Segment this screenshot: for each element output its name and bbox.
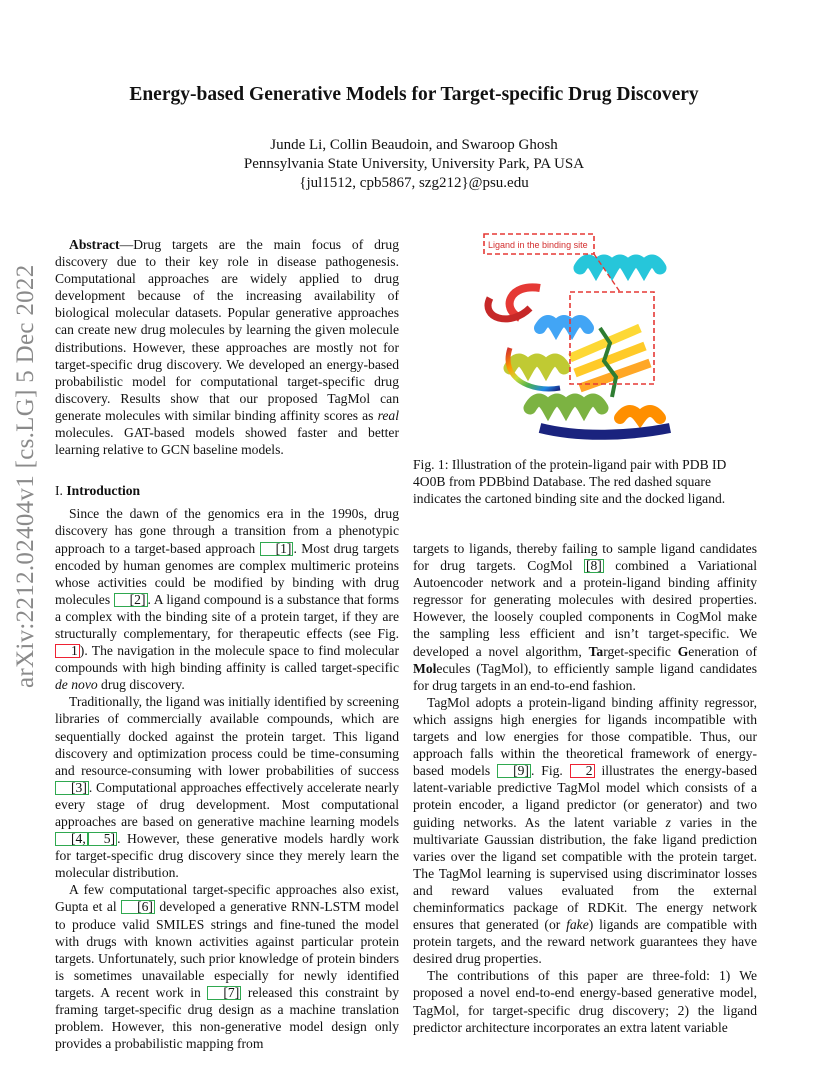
figure-label: Ligand in the binding site bbox=[488, 240, 588, 250]
right-paragraph-3: The contributions of this paper are three-fold: 1) We proposed a novel end-to-end energy-based generative model, TagMol, for target-specific drug discovery; 2) the ligand predictor architecture incorporates an extra latent variable bbox=[413, 968, 757, 1035]
abstract-label: Abstract bbox=[69, 237, 120, 252]
paper-title: Energy-based Generative Models for Target-specific Drug Discovery bbox=[129, 84, 699, 105]
protein-structure-image bbox=[470, 228, 700, 448]
figure-link[interactable]: 1 bbox=[55, 644, 80, 658]
citation-link[interactable]: [2] bbox=[114, 593, 148, 607]
citation-link[interactable]: 5] bbox=[88, 832, 117, 846]
author-names: Junde Li, Collin Beaudoin, and Swaroop Ghosh bbox=[270, 137, 558, 153]
author-emails: {jul1512, cpb5867, szg212}@psu.edu bbox=[299, 175, 529, 191]
author-block bbox=[0, 136, 828, 193]
citation-link[interactable]: [6] bbox=[121, 900, 155, 914]
abstract bbox=[55, 236, 399, 458]
citation-link[interactable]: [7] bbox=[207, 986, 241, 1000]
citation-link[interactable]: [8] bbox=[585, 558, 602, 574]
citation-link[interactable]: [9] bbox=[497, 764, 531, 778]
arxiv-identifier: arXiv:2212.02404v1 [cs.LG] 5 Dec 2022 bbox=[12, 264, 39, 688]
abstract-text: —Drug targets are the main focus of drug discovery due to their key role in disease pathogenesis. Computational approaches are widely applied to drug development because of the increasing availability of biological molecular datasets. Popular generative approaches can create new drug molecules by learning the given molecule distributions. However, these approaches are mostly not for target-specific drug discovery. We developed an energy-based probabilistic model for computational target-specific drug discovery. Results show that our proposed TagMol can generate molecules with similar binding affinity scores as bbox=[55, 237, 399, 423]
right-paragraph-1: targets to ligands, thereby failing to sample ligand candidates for drug targets. CogMol [8] combined a Variational Autoencoder network and a protein-ligand binding affinity regressor for generating molecules with desired properties. However, the loosely coupled components in CogMol make the sampling less efficient and isn’t target-specific. We developed a novel algorithm, Target-specific Generation of Molecules (TagMol), to efficiently sample ligand candidates for drug targets in an end-to-end fashion. bbox=[413, 541, 757, 693]
intro-paragraph-3: A few computational target-specific approaches also exist, Gupta et al [6] developed a generative RNN-LSTM model to produce valid SMILES strings and fine-tuned the model with drugs with known activities against particular protein targets. Unfortunately, such prior knowledge of protein binders is sometimes unavailable especially for newly identified targets. A recent work in [7] released this constraint by framing target-specific drug design as a machine translation problem. However, this non-generative model design only provides a probabilistic mapping from bbox=[55, 882, 399, 1052]
citation-link[interactable]: [4, bbox=[55, 832, 88, 846]
figure-caption: Fig. 1: Illustration of the protein-ligand pair with PDB ID 4O0B from PDBbind Database. The red dashed square indicates the cartoned binding site and the docked ligand. bbox=[413, 457, 727, 507]
right-paragraph-2: TagMol adopts a protein-ligand binding affinity regressor, which assigns high energies for ligands incompatible with targets and low energies for those compatible. Thus, our approach falls within the theoretical framework of energy-based models [9] . Fig. 2 illustrates the energy-based latent-variable predictive TagMol model which consists of a protein encoder, a ligand predictor (or generator) and two guiding networks. As the latent variable z varies in the multivariate Gaussian distribution, the fake ligand prediction varies over the ligand set compatible with the protein target. The TagMol learning is supervised using discriminator losses and reward values evaluated from the external cheminformatics package of RDKit. The energy network ensures that generated (or fake) ligands are compatible with protein targets, and the reward network guarantees they have desired drug properties. bbox=[413, 694, 757, 967]
protein-ligand-figure bbox=[470, 228, 700, 448]
left-column bbox=[55, 236, 399, 1052]
right-column bbox=[413, 540, 757, 1036]
citation-link[interactable]: [1] bbox=[260, 542, 294, 556]
intro-paragraph-1: Since the dawn of the genomics era in the 1990s, drug discovery has gone through a transition from a phenotypic approach to a target-based approach [1] . Most drug targets encoded by human genomes are complex multimeric proteins whose activities could be modified by binding with drug molecules [2] . A ligand compound is a substance that forms a complex with the binding site of a protein target, if they are structurally complementary, for therapeutic effects (see Fig. 1 ). The navigation in the molecule space to find molecular compounds with high binding affinity is called target-specific de novo drug discovery. bbox=[55, 506, 400, 693]
section-number: I. bbox=[55, 483, 63, 499]
abstract-emphasis: real bbox=[377, 407, 399, 423]
intro-paragraph-2: Traditionally, the ligand was initially identified by screening libraries of commercially available compounds, which are sequentially docked against the protein target. This ligand discovery and optimization process could be time-consuming and resource-consuming with lower probabilities of success [3] . Computational approaches effectively accelerate nearly every stage of drug development. Most computational approaches are based on generative machine learning models [4, 5] . However, these generative models hardly work for target-specific drug discovery since they merely learn the molecular distribution. bbox=[55, 694, 399, 881]
figure-link[interactable]: 2 bbox=[570, 764, 595, 778]
section-title: Introduction bbox=[66, 483, 141, 499]
abstract-text-end: molecules. GAT-based models showed faster and better learning relative to GCN baseline models. bbox=[55, 425, 399, 458]
section-heading-introduction bbox=[55, 482, 399, 499]
affiliation: Pennsylvania State University, University Park, PA USA bbox=[243, 156, 585, 172]
citation-link[interactable]: [3] bbox=[55, 781, 89, 795]
